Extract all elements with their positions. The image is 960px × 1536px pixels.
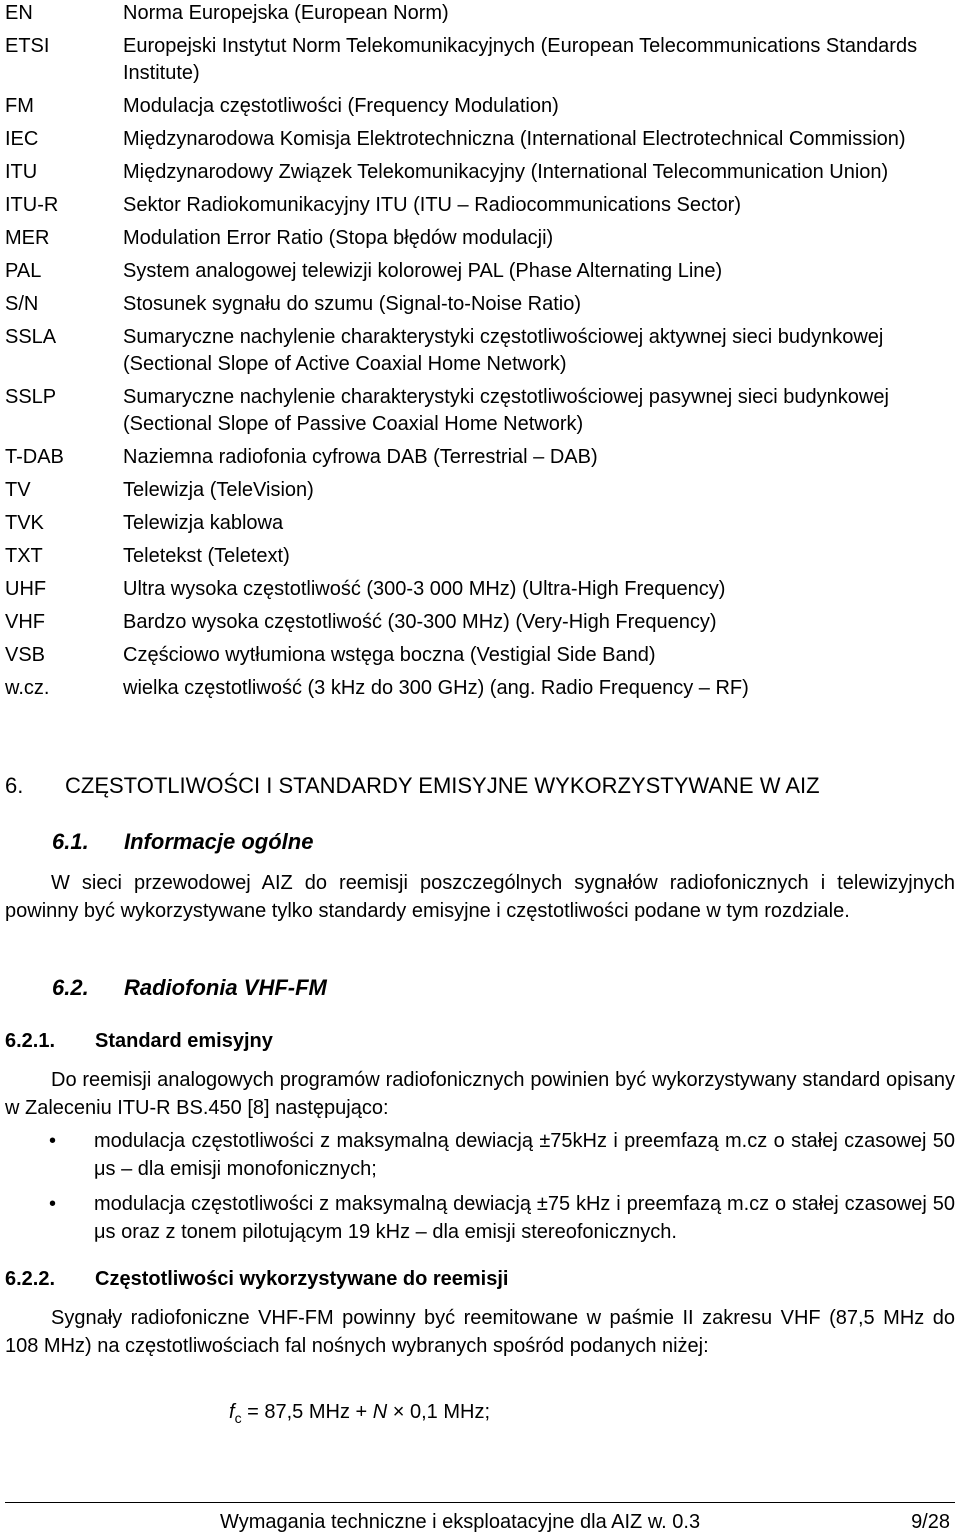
formula-f: f <box>229 1401 235 1423</box>
abbreviation-row <box>5 93 955 120</box>
formula-times: × <box>387 1401 410 1423</box>
section-6-1-heading <box>52 827 313 857</box>
section-6-heading <box>5 771 820 801</box>
abbreviation-row <box>5 258 955 285</box>
abbreviation-description: Sumaryczne nachylenie charakterystyki częstotliwościowej pasywnej sieci budynkowej (Sectional Slope of Passive Coaxial Home Network) <box>123 386 889 435</box>
abbreviation-description: Modulation Error Ratio (Stopa błędów modulacji) <box>123 227 554 249</box>
abbreviation-row <box>5 225 955 252</box>
abbreviation-row <box>5 576 955 603</box>
abbreviation-term: SSLA <box>5 326 57 348</box>
section-number: 6.2.1. <box>5 1030 56 1052</box>
abbreviation-description: Europejski Instytut Norm Telekomunikacyjnych (European Telecommunications Standards Institute) <box>123 35 918 84</box>
section-number: 6. <box>5 773 24 798</box>
abbreviation-term: PAL <box>5 260 42 282</box>
abbreviation-description: Ultra wysoka częstotliwość (300-3 000 MHz) (Ultra-High Frequency) <box>123 578 726 600</box>
abbreviation-description: Częściowo wytłumiona wstęga boczna (Vestigial Side Band) <box>123 644 656 666</box>
abbreviation-term: ETSI <box>5 35 50 57</box>
abbreviation-row <box>5 324 955 378</box>
abbreviation-term: TV <box>5 479 31 501</box>
abbreviation-row <box>5 0 955 27</box>
abbreviation-row <box>5 477 955 504</box>
section-number: 6.2.2. <box>5 1268 56 1290</box>
footer-text: Wymagania techniczne i eksploatacyjne dla AIZ w. 0.3 <box>220 1511 701 1533</box>
list-item: • modulacja częstotliwości z maksymalną dewiacją ±75kHz i preemfazą m.cz o stałej czasowej 50 μs – dla emisji monofonicznych; <box>5 1127 955 1183</box>
section-number: 6.2. <box>52 975 89 1000</box>
abbreviation-description: Teletekst (Teletext) <box>123 545 290 567</box>
abbreviation-term: EN <box>5 2 33 24</box>
frequency-formula <box>229 1397 490 1433</box>
abbreviation-description: Sektor Radiokomunikacyjny ITU (ITU – Radiocommunications Sector) <box>123 194 741 216</box>
section-6-1-paragraph: W sieci przewodowej AIZ do reemisji poszczególnych sygnałów radiofonicznych i telewizyjnych powinny być wykorzystywane tylko standardy emisyjne i częstotliwości podane w tym rozdziale. <box>5 872 955 922</box>
abbreviation-term: S/N <box>5 293 39 315</box>
abbreviation-term: IEC <box>5 128 39 150</box>
abbreviation-term: w.cz. <box>5 677 50 699</box>
formula-eq: = 87,5 MHz + <box>241 1401 373 1423</box>
abbreviation-term: T-DAB <box>5 446 64 468</box>
abbreviation-row <box>5 642 955 669</box>
abbreviation-term: FM <box>5 95 34 117</box>
abbreviation-description: System analogowej telewizji kolorowej PAL (Phase Alternating Line) <box>123 260 723 282</box>
list-item: • modulacja częstotliwości z maksymalną dewiacją ±75 kHz i preemfazą m.cz o stałej czasowej 50 μs oraz z tonem pilotującym 19 kHz – dla emisji stereofonicznych. <box>5 1190 955 1246</box>
section-title: Radiofonia VHF-FM <box>124 975 327 1000</box>
abbreviation-row <box>5 444 955 471</box>
abbreviation-description: Międzynarodowa Komisja Elektrotechniczna (International Electrotechnical Commission) <box>123 128 906 150</box>
section-6-2-1-paragraph: Do reemisji analogowych programów radiofonicznych powinien być wykorzystywany standard opisany w Zaleceniu ITU-R BS.450 [8] następująco: <box>5 1069 955 1119</box>
section-number: 6.1. <box>52 829 89 854</box>
abbreviation-description: Modulacja częstotliwości (Frequency Modulation) <box>123 95 559 117</box>
abbreviation-row <box>5 675 955 702</box>
bullet-list <box>5 1127 955 1253</box>
formula-step: 0,1 MHz; <box>409 1401 491 1423</box>
abbreviation-row <box>5 510 955 537</box>
abbreviation-row <box>5 192 955 219</box>
section-6-2-2-heading <box>5 1265 508 1293</box>
abbreviation-description: Telewizja (TeleVision) <box>123 479 314 501</box>
abbreviation-description: Telewizja kablowa <box>123 512 284 534</box>
abbreviation-term: UHF <box>5 578 47 600</box>
abbreviation-term: ITU <box>5 161 38 183</box>
abbreviation-description: Bardzo wysoka częstotliwość (30-300 MHz) (Very-High Frequency) <box>123 611 717 633</box>
formula-sub: c <box>234 1410 242 1426</box>
abbreviations-list <box>5 0 955 708</box>
section-title: CZĘSTOTLIWOŚCI I STANDARDY EMISYJNE WYKORZYSTYWANE W AIZ <box>65 773 820 798</box>
abbreviation-term: VHF <box>5 611 45 633</box>
abbreviation-row <box>5 126 955 153</box>
abbreviation-term: SSLP <box>5 386 57 408</box>
section-6-2-2-paragraph: Sygnały radiofoniczne VHF-FM powinny być reemitowane w paśmie II zakresu VHF (87,5 MHz do 108 MHz) na częstotliwościach fal nośnych wybranych spośród podanych niżej: <box>5 1307 955 1357</box>
section-title: Częstotliwości wykorzystywane do reemisji <box>95 1268 509 1290</box>
section-6-2-1-heading <box>5 1027 273 1055</box>
footer-divider <box>5 1502 955 1503</box>
abbreviation-description: Stosunek sygnału do szumu (Signal-to-Noise Ratio) <box>123 293 581 315</box>
section-title: Standard emisyjny <box>95 1030 273 1052</box>
section-title: Informacje ogólne <box>124 829 314 854</box>
abbreviation-term: MER <box>5 227 50 249</box>
abbreviation-description: Naziemna radiofonia cyfrowa DAB (Terrestrial – DAB) <box>123 446 598 468</box>
section-6-2-heading <box>52 973 327 1003</box>
abbreviation-term: ITU-R <box>5 194 59 216</box>
abbreviation-row <box>5 33 955 87</box>
abbreviation-term: VSB <box>5 644 46 666</box>
abbreviation-description: Norma Europejska (European Norm) <box>123 2 449 24</box>
formula-n: N <box>372 1401 388 1423</box>
abbreviation-row <box>5 609 955 636</box>
abbreviation-term: TXT <box>5 545 43 567</box>
abbreviation-row <box>5 159 955 186</box>
page-number: 9/28 <box>911 1511 950 1533</box>
abbreviation-description: Sumaryczne nachylenie charakterystyki częstotliwościowej aktywnej sieci budynkowej (Sectional Slope of Active Coaxial Home Network) <box>123 326 884 375</box>
abbreviation-row <box>5 384 955 438</box>
abbreviation-description: Międzynarodowy Związek Telekomunikacyjny (International Telecommunication Union) <box>123 161 889 183</box>
abbreviation-description: wielka częstotliwość (3 kHz do 300 GHz) (ang. Radio Frequency – RF) <box>123 677 749 699</box>
abbreviation-row <box>5 543 955 570</box>
abbreviation-term: TVK <box>5 512 44 534</box>
abbreviation-row <box>5 291 955 318</box>
